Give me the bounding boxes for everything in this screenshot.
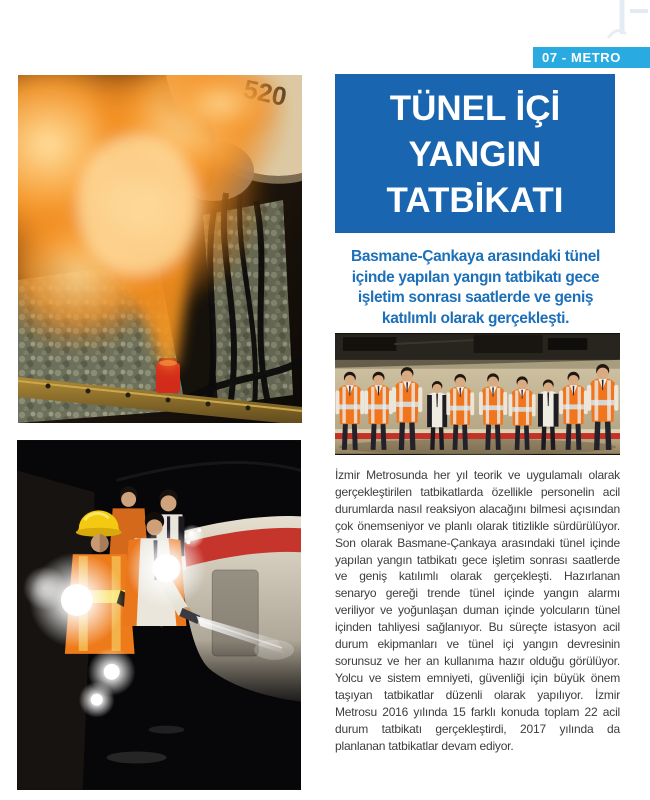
station-ceiling bbox=[335, 334, 620, 369]
title-line: TÜNEL İÇİ bbox=[389, 88, 561, 128]
subtitle-line: katılımlı olarak gerçekleşti. bbox=[381, 309, 570, 327]
title-line: TATBİKATI bbox=[386, 180, 564, 220]
photo-tunnel-smoke-test bbox=[18, 75, 302, 423]
photo-hose-drill bbox=[17, 440, 301, 790]
section-badge: 07 - METRO bbox=[533, 47, 650, 68]
article-title-block bbox=[335, 74, 615, 233]
article-subtitle bbox=[333, 247, 618, 329]
title-line: YANGIN bbox=[408, 134, 542, 174]
subtitle-line: içinde yapılan yangın tatbikatı gece bbox=[351, 268, 600, 286]
photo-drill-team bbox=[335, 333, 620, 455]
article-body: İzmir Metrosunda her yıl teorik ve uygulamalı olarak gerçekleştirilen tatbikatlarda özellikle personelin acil durumlarda nasıl reaksiyon alacağını bilmesi açısından çok önemseniyor ve planlı olarak titizlikle sürdürülüyor. Son olarak Basmane-Çankaya arasındaki tünel içinde yapılan yangın tatbikatı gece işletim sonrası saatlerde ve geniş katılımlı olarak gerçekleşti. Hazırlanan senaryo gereği trende tünel içinde yangın alarmı veriliyor ve yoğunlaşan duman içinde yolcuların tünel içinden tahliyesi sağlanıyor. Bu süreçte istasyon acil durum ekipmanları ve tünel içi yangın devresinin sorunsuz ve her an kullanıma hazır olduğu görülüyor. Yolcu ve sistem emniyeti, güvenliği için büyük önem taşıyan tatbikatlar düzenli olarak yapılıyor. İzmir Metrosu 2016 yılında 15 farklı konuda toplam 22 acil durum tatbikatı gerçekleştirdi, 2017 yılında da planlanan tatbikatlar devam ediyor. bbox=[335, 468, 620, 753]
page-corner-mark bbox=[600, 0, 650, 46]
subtitle-line: Basmane-Çankaya arasındaki tünel bbox=[351, 248, 600, 265]
subtitle-line: işletim sonrası saatlerde ve geniş bbox=[357, 289, 594, 306]
